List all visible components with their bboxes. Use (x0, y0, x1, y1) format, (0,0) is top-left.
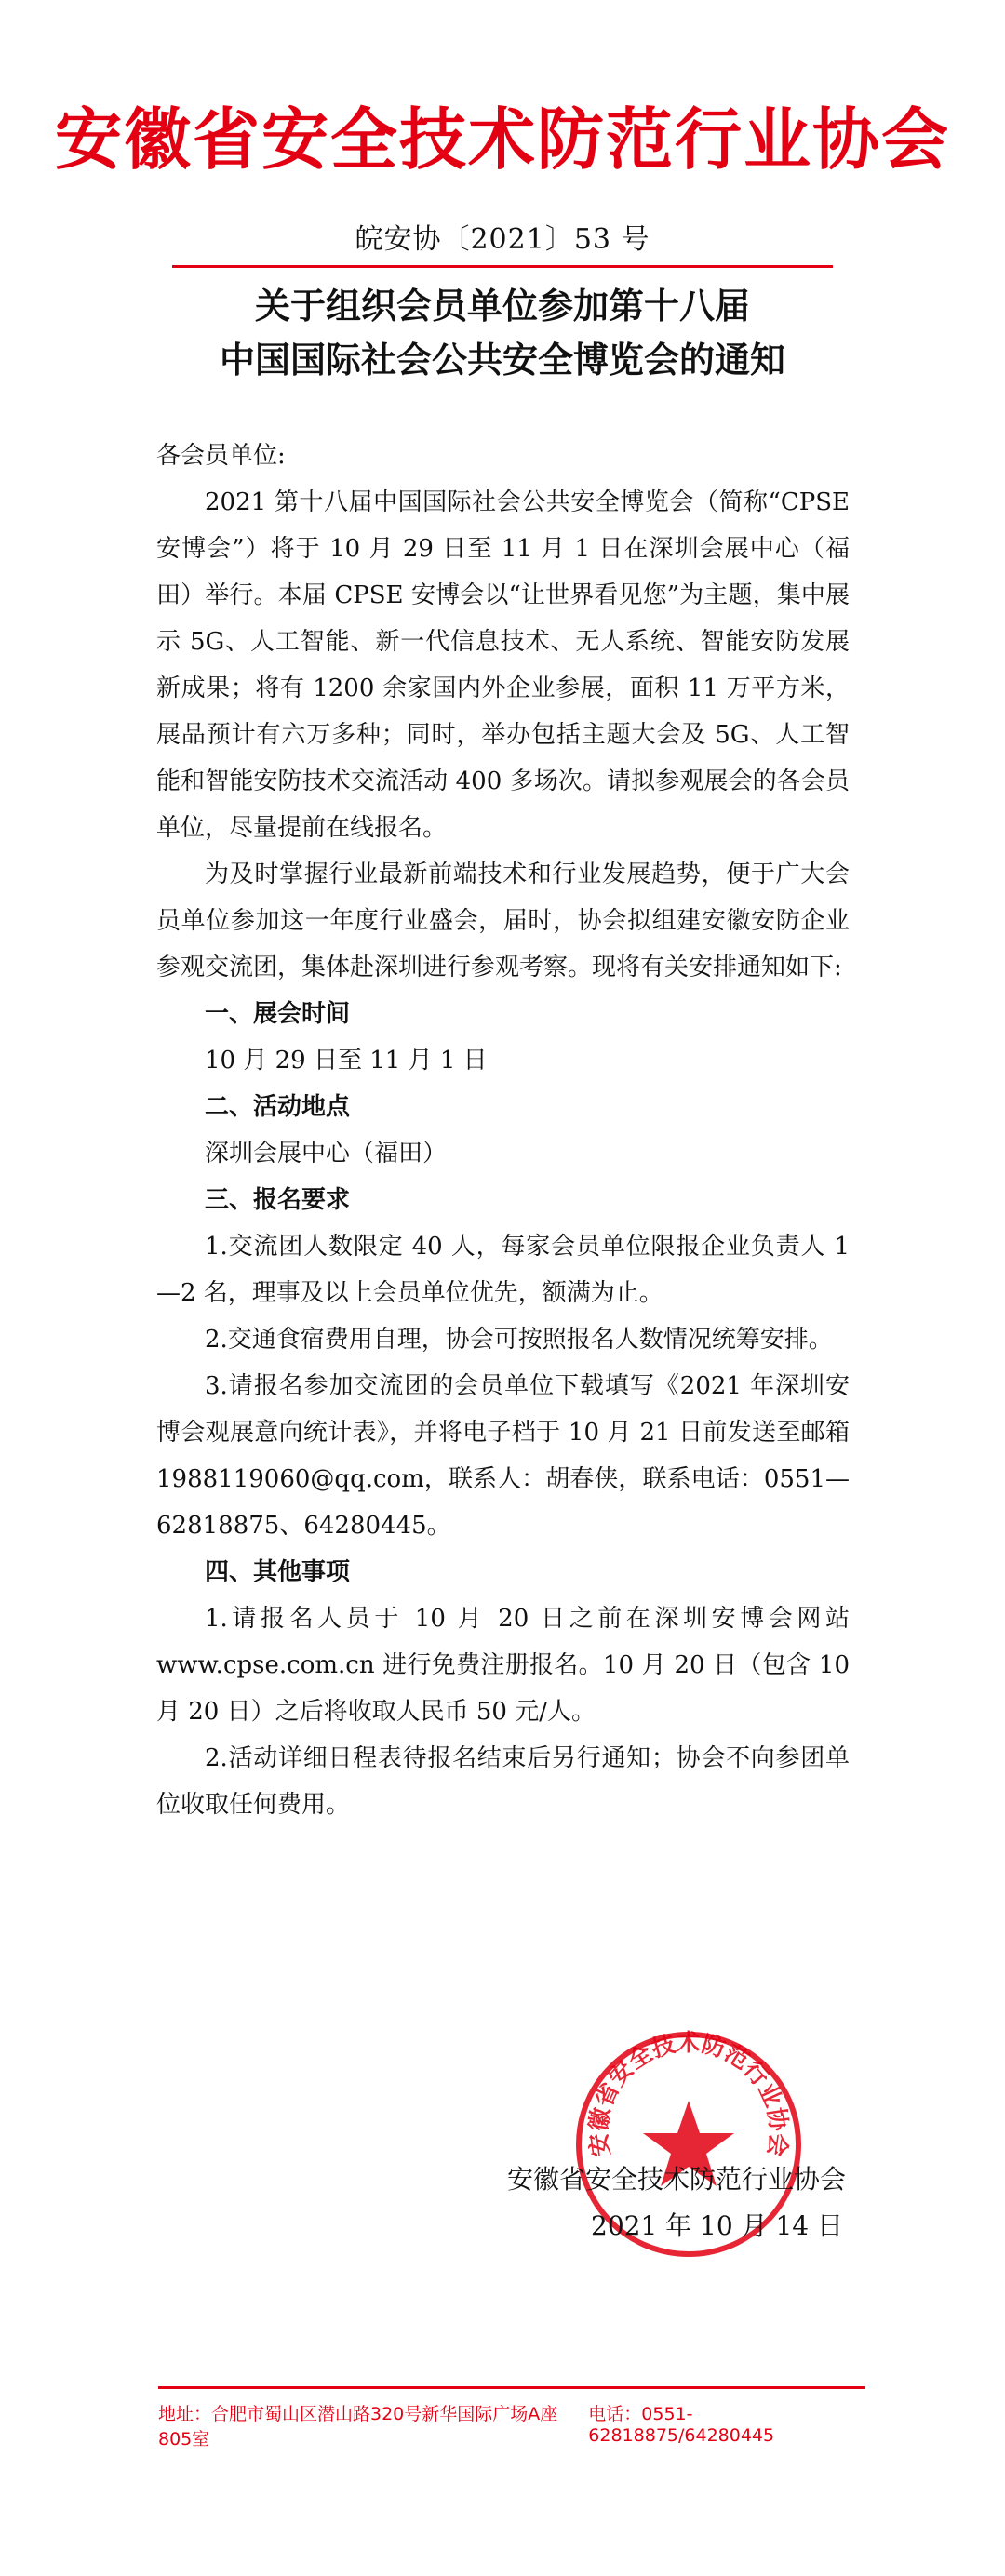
document-title (0, 279, 1005, 387)
requirement-item-2: 2.交通食宿费用自理，协会可按照报名人数情况统筹安排。 (205, 1326, 833, 1354)
other-item-2: 2.活动详细日程表待报名结束后另行通知；协会不向参团单位收取任何费用。 (156, 1744, 850, 1819)
signature-org: 安徽省安全技术防范行业协会 (507, 2164, 847, 2195)
signature-date: 2021 年 10 月 14 日 (591, 2210, 844, 2241)
paragraph-intro: 2021 第十八届中国国际社会公共安全博览会（简称“CPSE 安博会”）将于 10 月 29 日至 11 月 1 日在深圳会展中心（福田）举行。本届 CPSE 安博会以“让世界看见您”为主题，集中展示 5G、人工智能、新一代信息技术、无人系统、智能安防发展新成果；将有 1200 余家国内外企业参展，面积 11 万平方米，展品预计有六万多种；同时，举办包括主题大会及 5G、人工智能和智能安防技术交流活动 400 多场次。请拟参观展会的各会员单位，尽量提前在线报名。 (156, 488, 850, 842)
footer (158, 2400, 865, 2450)
signature-block (507, 2156, 861, 2249)
document-body (156, 433, 850, 1828)
footer-address: 地址：合肥市蜀山区潜山路320号新华国际广场A座805室 (158, 2404, 558, 2449)
seal-text: 安徽省安全技术防范行业协会 (584, 2029, 793, 2158)
header-org-name: 安徽省安全技术防范行业协会 (54, 100, 950, 179)
section-text-time: 10 月 29 日至 11 月 1 日 (205, 1047, 488, 1074)
section-heading-location: 二、活动地点 (205, 1093, 351, 1121)
section-heading-other: 四、其他事项 (205, 1558, 351, 1586)
section-text-location: 深圳会展中心（福田） (205, 1140, 448, 1168)
title-line-1: 关于组织会员单位参加第十八届 (254, 286, 750, 327)
paragraph-purpose: 为及时掌握行业最新前端技术和行业发展趋势，便于广大会员单位参加这一年度行业盛会，届时，协会拟组建安徽安防企业参观交流团，集体赴深圳进行参观考察。现将有关安排通知如下: (156, 861, 850, 981)
requirement-item-1: 1.交流团人数限定 40 人，每家会员单位限报企业负责人 1—2 名，理事及以上会员单位优先，额满为止。 (156, 1233, 850, 1307)
red-divider-bottom (158, 2386, 865, 2389)
red-divider-top (172, 265, 833, 268)
other-item-1: 1.请报名人员于 10 月 20 日之前在深圳安博会网站 www.cpse.com.cn 进行免费注册报名。10 月 20 日（包含 10 月 20 日）之后将收取人民币 50 元/人。 (156, 1605, 850, 1726)
section-heading-time: 一、展会时间 (205, 1000, 351, 1028)
title-line-2: 中国国际社会公共安全博览会的通知 (219, 340, 785, 380)
requirement-item-3: 3.请报名参加交流团的会员单位下载填写《2021 年深圳安博会观展意向统计表》，并将电子档于 10 月 21 日前发送至邮箱 1988119060@qq.com，联系人：胡春侠，联系电话：0551—62818875、64280445。 (156, 1372, 850, 1540)
section-heading-requirements: 三、报名要求 (205, 1186, 351, 1214)
document-number: 皖安协〔2021〕53 号 (355, 223, 650, 256)
footer-phone: 电话：0551-62818875/64280445 (588, 2404, 775, 2446)
salutation: 各会员单位: (156, 442, 286, 470)
